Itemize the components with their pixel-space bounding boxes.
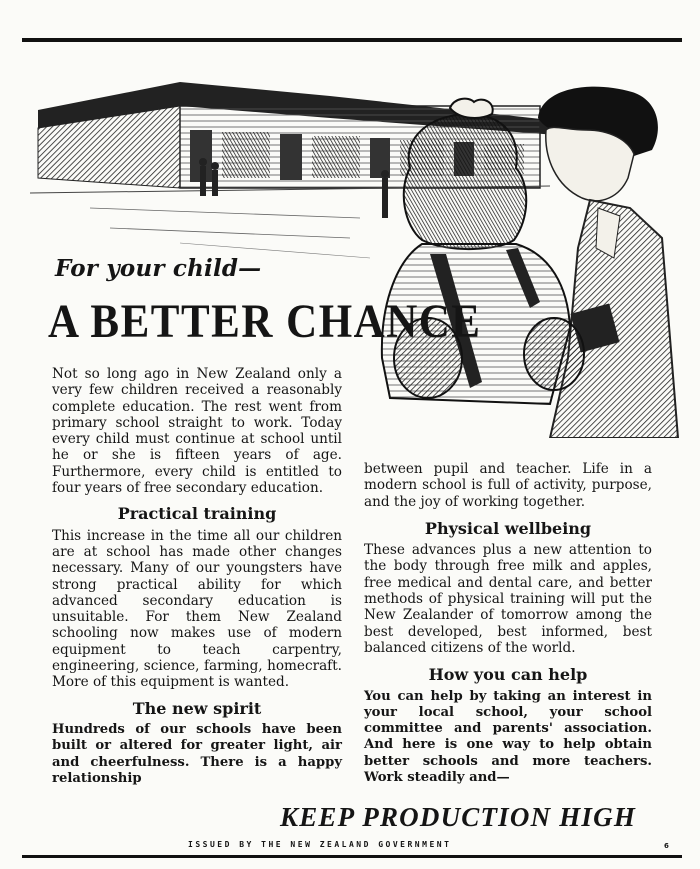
new-spirit-paragraph: Hundreds of our schools have been built or altered for greater light, air and cheerfulness. There is a happy relationship bbox=[52, 721, 342, 786]
tagline: For your child— bbox=[55, 255, 262, 282]
physical-wellbeing-heading: Physical wellbeing bbox=[424, 518, 592, 538]
new-spirit-continued-paragraph: between pupil and teacher. Life in a modern school is full of activity, purpose, and the joy of working together. bbox=[364, 461, 652, 510]
how-you-can-help-heading: How you can help bbox=[428, 665, 588, 685]
issued-by-line: ISSUED BY THE NEW ZEALAND GOVERNMENT bbox=[188, 840, 452, 849]
bottom-rule bbox=[22, 855, 682, 858]
page-number: 6 bbox=[664, 842, 669, 850]
headline: A BETTER CHANCE bbox=[48, 296, 482, 348]
new-spirit-heading: The new spirit bbox=[132, 698, 262, 718]
intro-paragraph: Not so long ago in New Zealand only a very few children received a reasonably complete education. The rest went from primary school straight to work. Today every child must continue at school until he or she is fifteen years of age. Furthermore, every child is entitled to four years of free secondary education. bbox=[52, 366, 342, 497]
how-you-can-help-paragraph: You can help by taking an interest in your local school, your school committee and parents' association. And here is one way to help obtain better schools and more teachers. Work steadily and— bbox=[364, 688, 652, 786]
left-column bbox=[52, 366, 342, 787]
physical-wellbeing-paragraph: These advances plus a new attention to the body through free milk and apples, free medical and dental care, and better methods of physical training will put the New Zealander of tomorrow among the best developed, best informed, best balanced citizens of the world. bbox=[364, 542, 652, 656]
top-rule bbox=[22, 38, 682, 42]
slogan: KEEP PRODUCTION HIGH bbox=[280, 802, 637, 832]
practical-training-paragraph: This increase in the time all our children are at school has made other changes necessary. Many of our youngsters have strong practical ability for which advanced secondary education is unsuitable. For them New Zealand schooling now makes use of modern equipment to teach carpentry, engineering, science, farming, homecraft. More of this equipment is wanted. bbox=[52, 527, 342, 691]
right-column bbox=[364, 461, 652, 786]
practical-training-heading: Practical training bbox=[117, 504, 277, 524]
